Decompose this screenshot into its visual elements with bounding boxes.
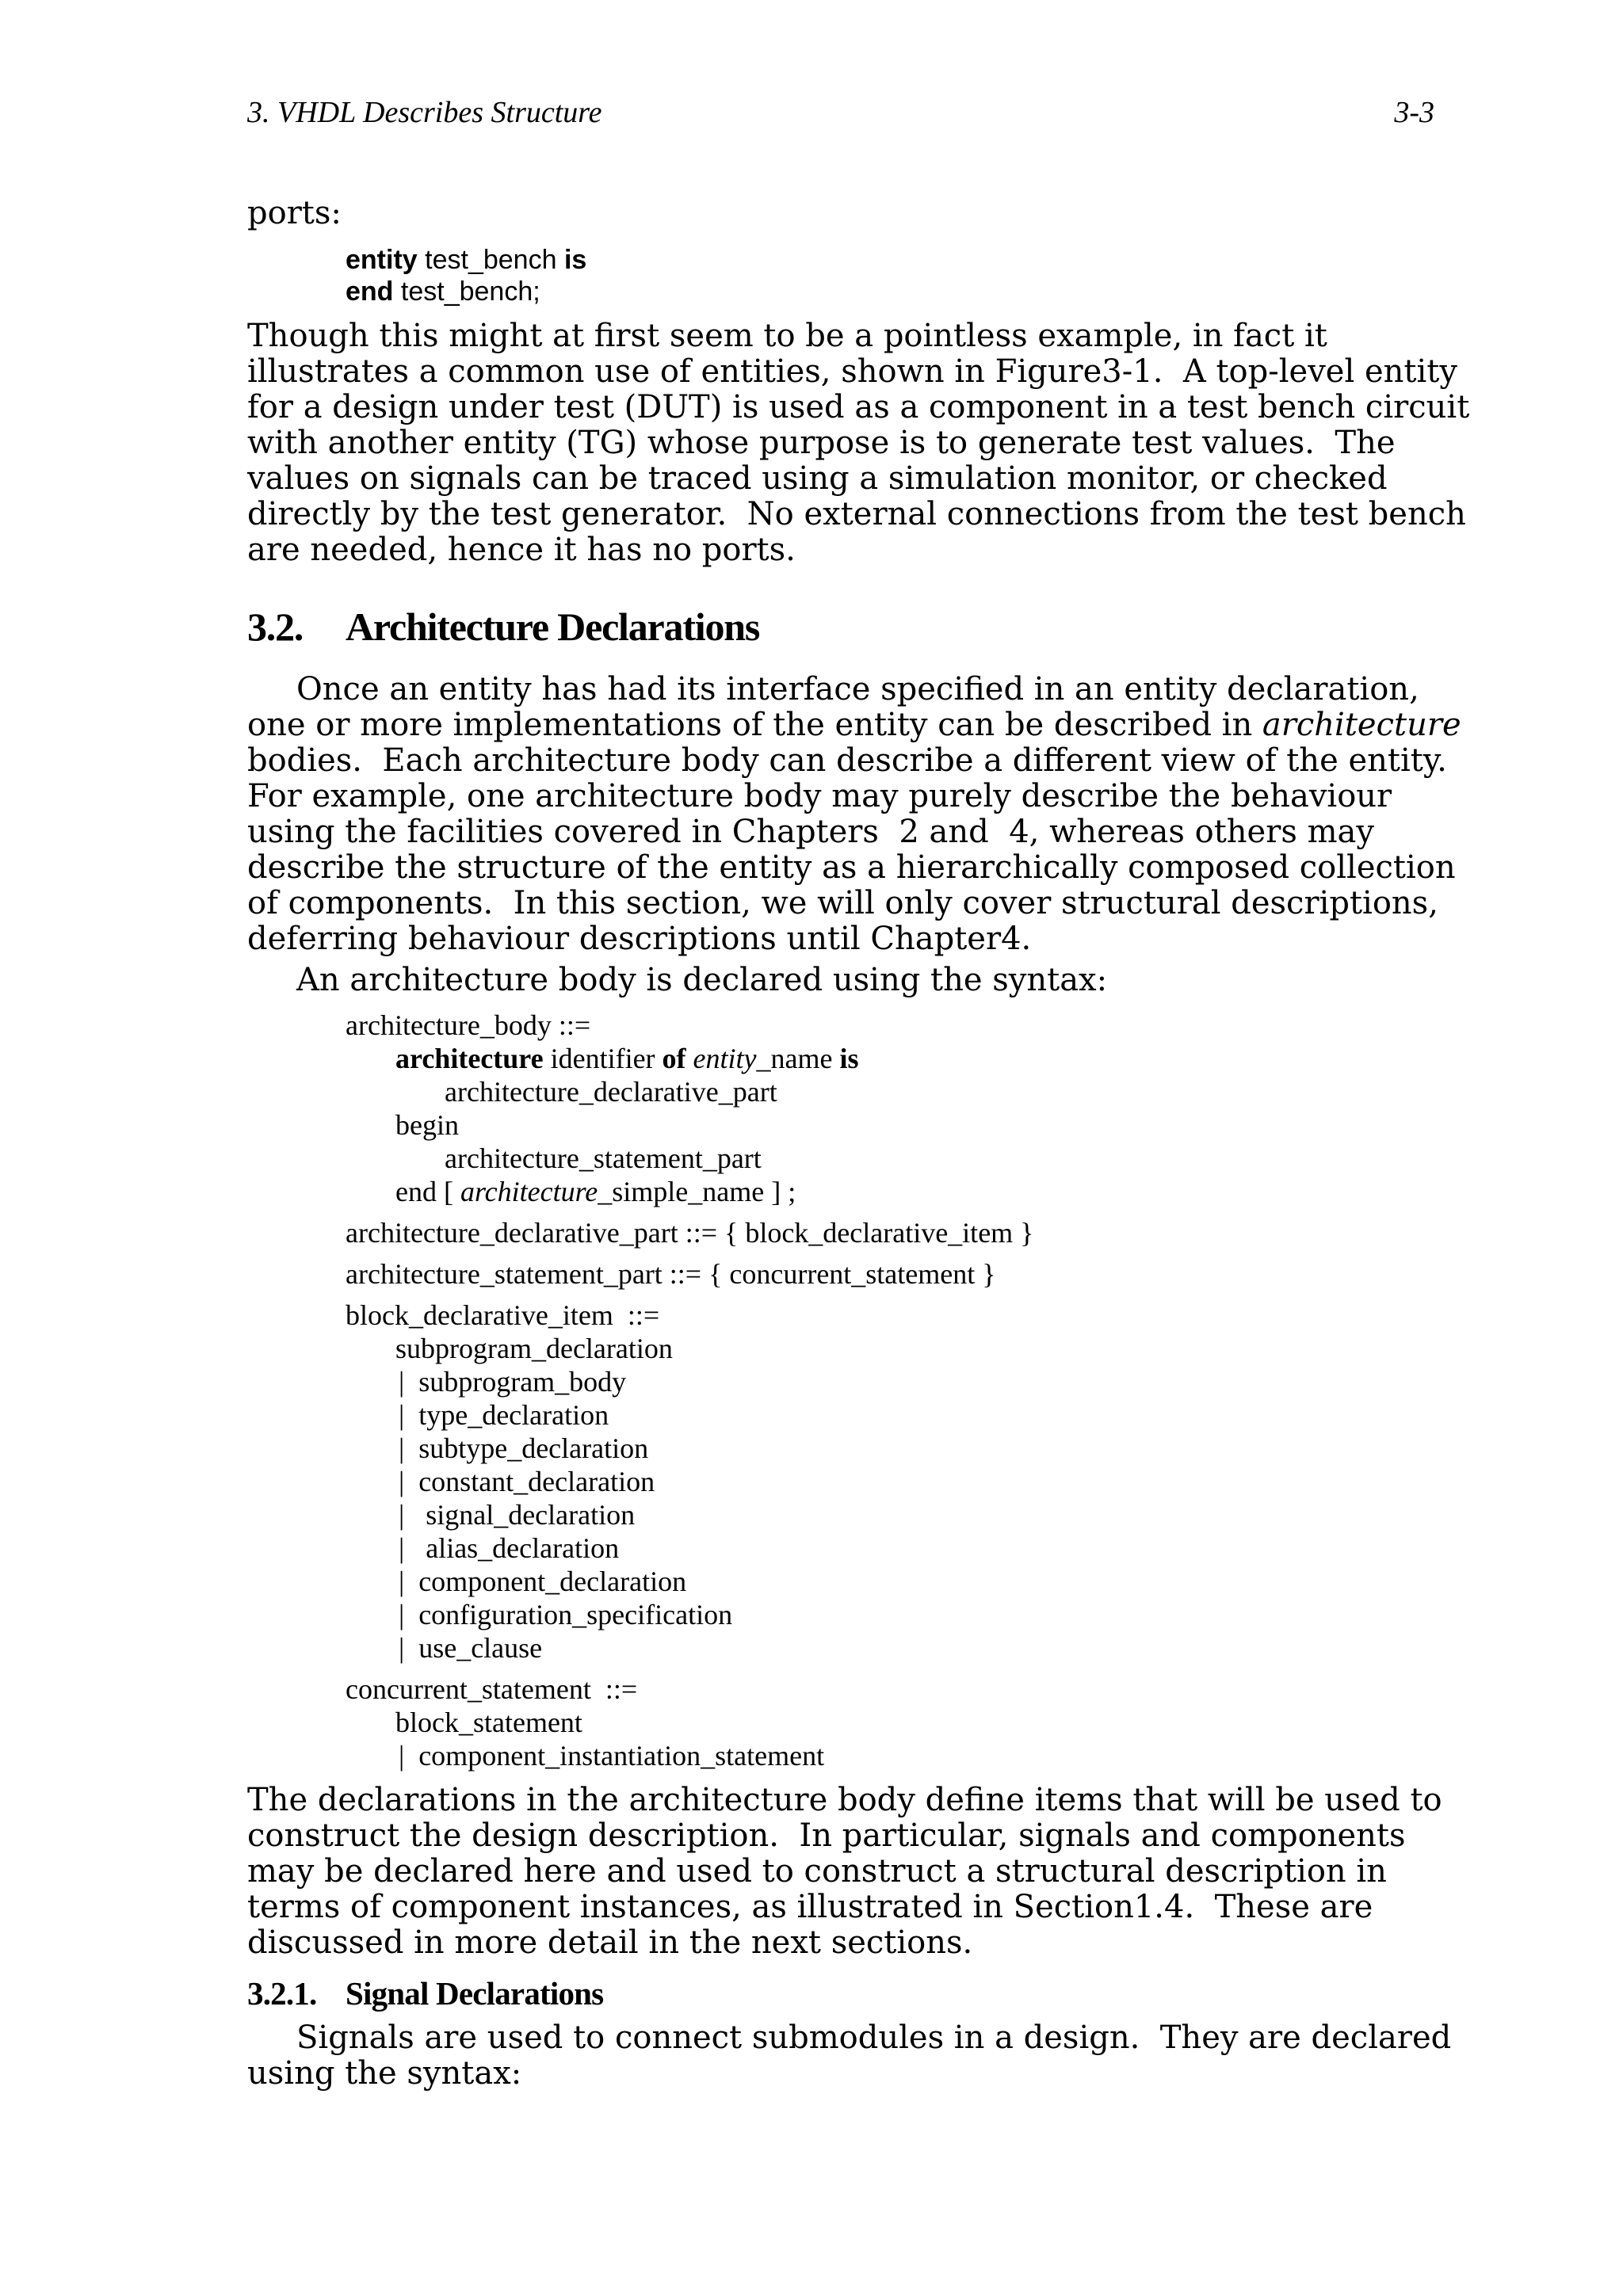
code-identifier: test_bench — [425, 245, 557, 275]
paragraph-line: values on signals can be traced using a simulation monitor, or checked — [247, 460, 1388, 497]
syntax-keyword: begin — [395, 1109, 459, 1141]
syntax-text: simple_name ] ; — [612, 1176, 796, 1207]
paragraph-line: with another entity (TG) whose purpose is to generate test values. The — [247, 425, 1396, 461]
paragraph-line: For example, one architecture body may purely describe the behaviour — [247, 778, 1392, 814]
syntax-italic: entity_ — [693, 1043, 771, 1074]
syntax-keyword: architecture — [395, 1043, 544, 1074]
syntax-keyword: of — [662, 1043, 686, 1074]
code-identifier: test_bench; — [400, 277, 540, 307]
syntax-alternative: | component_instantiation_statement — [399, 1740, 825, 1772]
paragraph-line: of components. In this section, we will only cover structural descriptions, — [247, 885, 1438, 921]
paragraph-line: bodies. Each architecture body can describe a different view of the entity. — [247, 742, 1447, 779]
paragraph-line: construct the design description. In particular, signals and components — [247, 1817, 1406, 1854]
emphasis-term: architecture — [1262, 707, 1461, 743]
subsection-paragraph — [247, 2020, 1468, 2092]
paragraph-line: using the facilities covered in Chapters 2 and 4, whereas others may — [247, 814, 1374, 850]
syntax-alternative: | use_clause — [399, 1632, 543, 1664]
code-line — [346, 276, 586, 307]
syntax-alternative: | component_declaration — [399, 1566, 687, 1597]
running-header — [247, 95, 1434, 135]
syntax-line: architecture_statement_part — [445, 1142, 762, 1174]
paragraph-line: Signals are used to connect submodules in a design. They are declared — [296, 2019, 1452, 2056]
paragraph-line: using the syntax: — [247, 2055, 522, 2092]
subsection-title: Signal Declarations — [346, 1975, 604, 2012]
syntax-italic: architecture_ — [460, 1176, 613, 1207]
syntax-alternative: | alias_declaration — [399, 1532, 620, 1564]
paragraph-line: may be declared here and used to construct a structural description in — [247, 1853, 1387, 1890]
paragraph-text: one or more implementations of the entity can be described in — [247, 707, 1262, 743]
syntax-line — [395, 1042, 859, 1075]
code-keyword: is — [563, 245, 587, 275]
code-line — [346, 244, 586, 276]
paragraph-line: deferring behaviour descriptions until Chapter4. — [247, 921, 1032, 957]
syntax-line: architecture_declarative_part — [445, 1076, 777, 1108]
section-heading — [247, 604, 759, 650]
syntax-alternative: | type_declaration — [399, 1399, 609, 1431]
syntax-text: end [ — [395, 1176, 460, 1207]
subsection-number: 3.2.1. — [247, 1975, 317, 2012]
paragraph-line: terms of component instances, as illustrated in Section1.4. These are — [247, 1889, 1373, 1925]
syntax-alternative: | subprogram_body — [399, 1366, 627, 1398]
section-paragraph-3 — [247, 1783, 1468, 1961]
syntax-alternative: | constant_declaration — [399, 1466, 655, 1497]
section-paragraph-1 — [247, 672, 1468, 957]
paragraph-line: Though this might at first seem to be a pointless example, in fact it — [247, 318, 1327, 354]
section-number: 3.2. — [247, 605, 304, 649]
code-keyword: end — [346, 277, 394, 307]
paragraph-line: Once an entity has had its interface specified in an entity declaration, — [296, 671, 1419, 707]
paragraph-line — [247, 707, 1468, 743]
syntax-rule: architecture_declarative_part ::= { block_declarative_item } — [346, 1217, 1034, 1249]
intro-paragraph — [247, 318, 1468, 568]
syntax-alternative: | configuration_specification — [399, 1599, 733, 1630]
entity-code-example — [346, 244, 586, 307]
syntax-line: subprogram_declaration — [395, 1333, 673, 1364]
syntax-rule-head: concurrent_statement ::= — [346, 1673, 638, 1705]
page-number: 3-3 — [1394, 96, 1434, 129]
paragraph-line: illustrates a common use of entities, shown in Figure3-1. A top-level entity — [247, 353, 1457, 390]
syntax-alternative: | subtype_declaration — [399, 1432, 649, 1464]
syntax-text: identifier — [543, 1043, 663, 1074]
paragraph-line: directly by the test generator. No external connections from the test bench — [247, 496, 1466, 532]
code-keyword: entity — [346, 245, 418, 275]
intro-lead — [247, 196, 1468, 231]
paragraph-line: discussed in more detail in the next sections. — [247, 1924, 973, 1961]
syntax-line — [395, 1175, 796, 1208]
intro-lead-text: ports: — [247, 195, 342, 231]
syntax-rule-head: block_declarative_item ::= — [346, 1299, 660, 1331]
syntax-alternative: | signal_declaration — [399, 1499, 636, 1531]
syntax-rule: architecture_statement_part ::= { concurrent_statement } — [346, 1258, 996, 1290]
paragraph-line: are needed, hence it has no ports. — [247, 532, 796, 568]
syntax-line: block_statement — [395, 1707, 582, 1738]
paragraph-line: An architecture body is declared using the syntax: — [296, 962, 1108, 998]
paragraph-line: for a design under test (DUT) is used as a component in a test bench circuit — [247, 389, 1470, 425]
paragraph-line: describe the structure of the entity as a hierarchically composed collection — [247, 849, 1456, 886]
section-paragraph-2 — [247, 963, 1468, 998]
chapter-title: 3. VHDL Describes Structure — [247, 96, 602, 129]
syntax-rule-head: architecture_body ::= — [346, 1009, 591, 1041]
paragraph-line: The declarations in the architecture body define items that will be used to — [247, 1782, 1442, 1818]
syntax-text: name — [770, 1043, 840, 1074]
syntax-keyword: is — [839, 1043, 859, 1074]
section-title: Architecture Declarations — [346, 605, 760, 649]
subsection-heading — [247, 1974, 603, 2012]
